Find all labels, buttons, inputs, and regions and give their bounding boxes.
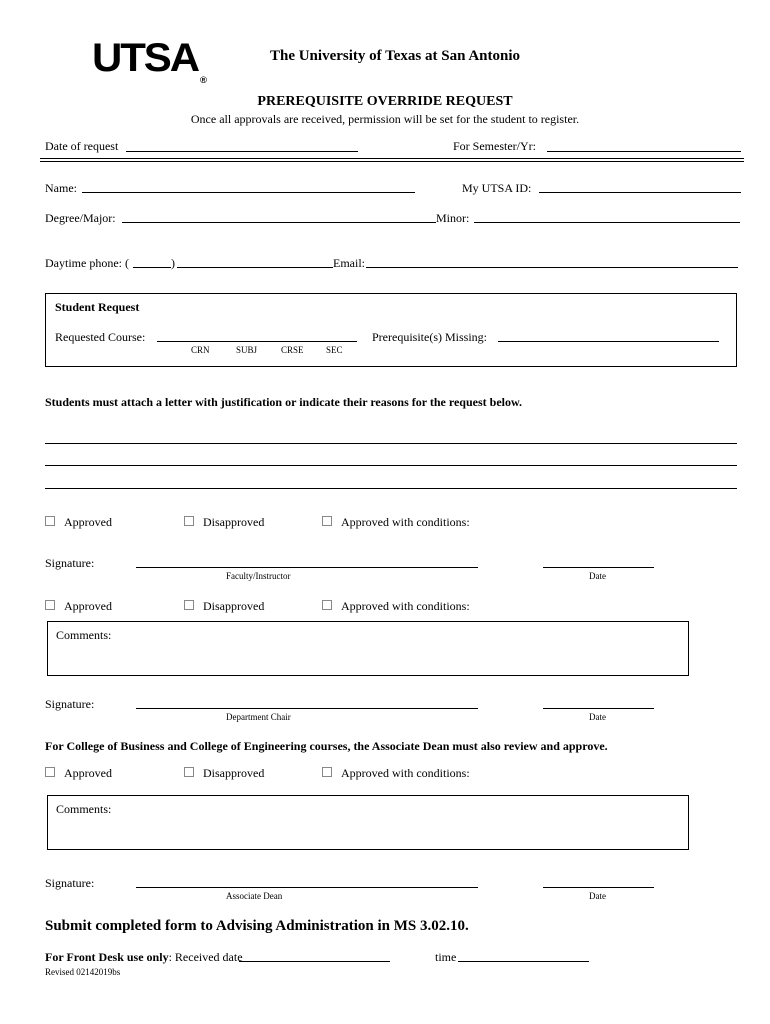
chair-signature-field[interactable] <box>136 708 478 709</box>
checkbox-icon[interactable] <box>184 600 194 610</box>
checkbox-icon[interactable] <box>45 767 55 777</box>
checkbox-icon[interactable] <box>322 600 332 610</box>
checkbox-icon[interactable] <box>184 767 194 777</box>
received-date-label: Received date <box>174 950 243 964</box>
faculty-date-field[interactable] <box>543 567 654 568</box>
form-subtitle: Once all approvals are received, permission will be set for the student to register. <box>190 112 580 126</box>
chair-disapproved-option[interactable] <box>184 599 264 614</box>
dean-comments-label: Comments: <box>56 802 112 816</box>
disapproved-label: Disapproved <box>203 766 265 780</box>
logo-text: UTSA <box>92 36 198 80</box>
crn-label: CRN <box>191 345 210 355</box>
received-date-field[interactable] <box>239 961 390 962</box>
time-field[interactable] <box>458 961 589 962</box>
checkbox-icon[interactable] <box>322 767 332 777</box>
faculty-signature-field[interactable] <box>136 567 478 568</box>
checkbox-icon[interactable] <box>45 600 55 610</box>
faculty-role-label: Faculty/Instructor <box>226 571 291 581</box>
degree-major-field[interactable] <box>122 222 436 223</box>
requested-course-label: Requested Course: <box>55 330 146 344</box>
daytime-phone-label: Daytime phone: ( <box>45 256 129 270</box>
faculty-date-label: Date <box>589 571 606 581</box>
faculty-conditions-option[interactable] <box>322 515 470 530</box>
dean-review-note: For College of Business and College of Engineering courses, the Associate Dean must also review and approve. <box>45 739 608 753</box>
front-desk-label: For Front Desk use only <box>45 950 169 964</box>
subj-label: SUBJ <box>236 345 258 355</box>
area-code-field[interactable] <box>133 267 171 268</box>
dean-role-label: Associate Dean <box>226 891 283 901</box>
dean-comments-box[interactable] <box>47 795 689 850</box>
dean-disapproved-option[interactable] <box>184 766 264 781</box>
chair-comments-box[interactable] <box>47 621 689 676</box>
email-label: Email: <box>333 256 365 270</box>
chair-date-label: Date <box>589 712 606 722</box>
chair-signature-label: Signature: <box>45 697 95 711</box>
approved-label: Approved <box>64 766 112 780</box>
checkbox-icon[interactable] <box>322 516 332 526</box>
dean-date-field[interactable] <box>543 887 654 888</box>
submit-instruction: Submit completed form to Advising Administration in MS 3.02.10. <box>45 918 469 934</box>
dean-date-label: Date <box>589 891 606 901</box>
degree-major-label: Degree/Major: <box>45 211 116 225</box>
requested-course-field[interactable] <box>157 341 357 342</box>
minor-field[interactable] <box>474 222 740 223</box>
university-name: The University of Texas at San Antonio <box>269 48 521 64</box>
approved-conditions-label: Approved with conditions: <box>341 599 470 613</box>
approved-label: Approved <box>64 515 112 529</box>
checkbox-icon[interactable] <box>45 516 55 526</box>
disapproved-label: Disapproved <box>203 515 265 529</box>
minor-label: Minor: <box>436 211 470 225</box>
chair-role-label: Department Chair <box>226 712 291 722</box>
semester-field[interactable] <box>547 151 741 152</box>
student-request-heading: Student Request <box>55 300 140 314</box>
disapproved-label: Disapproved <box>203 599 265 613</box>
phone-number-field[interactable] <box>177 267 333 268</box>
revision-note: Revised 02142019bs <box>45 967 121 977</box>
justification-line-3[interactable] <box>45 488 737 489</box>
sec-label: SEC <box>326 345 343 355</box>
approved-label: Approved <box>64 599 112 613</box>
chair-comments-label: Comments: <box>56 628 112 642</box>
registered-mark: ® <box>200 75 208 85</box>
name-field[interactable] <box>82 192 415 193</box>
date-of-request-field[interactable] <box>126 151 358 152</box>
chair-approved-option[interactable] <box>45 599 112 614</box>
crse-label: CRSE <box>281 345 304 355</box>
justification-instruction: Students must attach a letter with justification or indicate their reasons for the request below. <box>45 395 522 409</box>
front-desk-section <box>45 950 243 965</box>
phone-close-paren: ) <box>171 256 175 270</box>
chair-conditions-option[interactable] <box>322 599 470 614</box>
justification-line-1[interactable] <box>45 443 737 444</box>
front-desk-colon: : <box>168 950 172 964</box>
section-divider <box>40 158 744 162</box>
dean-signature-label: Signature: <box>45 876 95 890</box>
email-field[interactable] <box>366 267 738 268</box>
faculty-disapproved-option[interactable] <box>184 515 264 530</box>
prerequisite-missing-label: Prerequisite(s) Missing: <box>372 330 487 344</box>
approved-conditions-label: Approved with conditions: <box>341 515 470 529</box>
prerequisite-missing-field[interactable] <box>498 341 719 342</box>
utsa-id-label: My UTSA ID: <box>462 181 532 195</box>
faculty-approved-option[interactable] <box>45 515 112 530</box>
utsa-id-field[interactable] <box>539 192 741 193</box>
chair-date-field[interactable] <box>543 708 654 709</box>
dean-conditions-option[interactable] <box>322 766 470 781</box>
semester-label: For Semester/Yr: <box>453 139 536 153</box>
time-label: time <box>435 950 457 964</box>
name-label: Name: <box>45 181 77 195</box>
dean-approved-option[interactable] <box>45 766 112 781</box>
dean-signature-field[interactable] <box>136 887 478 888</box>
date-of-request-label: Date of request <box>45 139 119 153</box>
checkbox-icon[interactable] <box>184 516 194 526</box>
justification-line-2[interactable] <box>45 465 737 466</box>
faculty-signature-label: Signature: <box>45 556 95 570</box>
approved-conditions-label: Approved with conditions: <box>341 766 470 780</box>
form-title: PREREQUISITE OVERRIDE REQUEST <box>257 94 513 109</box>
